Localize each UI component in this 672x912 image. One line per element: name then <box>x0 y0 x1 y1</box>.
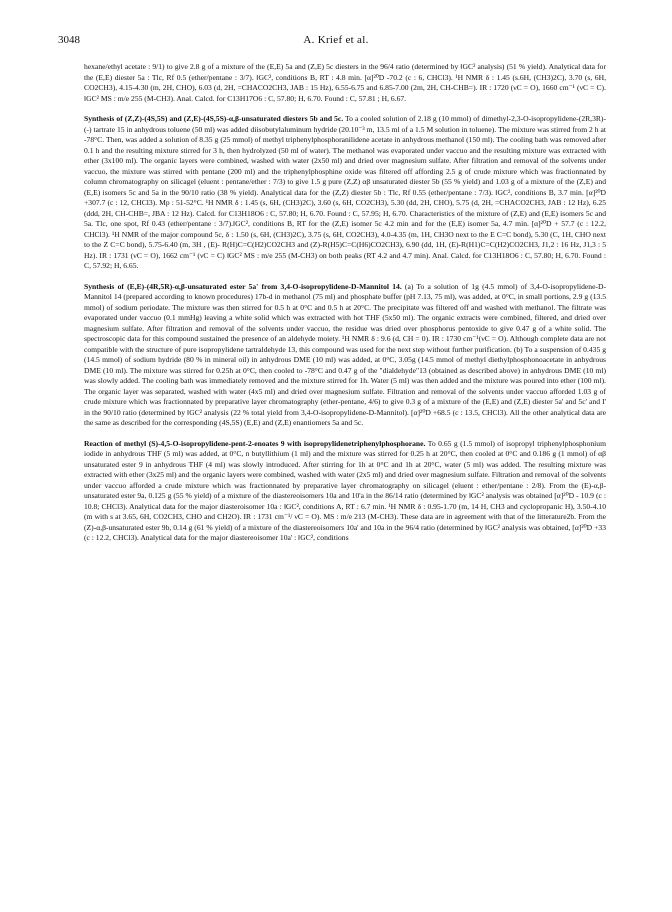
paragraph-heading: Synthesis of (E,E)-(4R,5R)-α,β-unsaturated ester 5a' from 3,4-O-isopropylidene-D-Mannitol 14. <box>84 281 402 291</box>
paragraph-heading: Reaction of methyl (S)-4,5-O-isopropylidene-pent-2-enoates 9 with isopropylidenetriphenylphosphorane. <box>84 438 426 448</box>
paragraph-reaction-methyl-ester <box>84 439 606 544</box>
paragraph-text: (a) To a solution of 1g (4.5 mmol) of 3,4-O-isopropylidene-D-Mannitol 14 (prepared according to known procedures) 17b-d in methanol (75 ml) and phosphate buffer (pH 7.13, 75 ml), was added, at 0°C, in small portions, 2.9 g (13.5 mmol) of sodium periodate. The mixture was then stirred for 0.5 h at 0°C and 0.5 h at 20°C. The precipitate was filtered off and washed with methanol. The filtrate was evaporated under vaccuo (0.1 mmHg) leaving a white solid which was extracted with hot THF (5x50 ml). The organic extracts were combined, filtered, and dried over magnesium sulfate. After filtration and removal of the solvents under vaccuo, the residue was dried over phosphorus pentoxide to give 0.47 g of a white solid. The spectroscopic data for this compound sustained the presence of an aldehyde moiety. ¹H NMR δ : 9.6 (d, CH = 0). IR : 1730 cm⁻¹(νC = O). Although complete data are not compatible with the structure of pure isopropylidene tartraldehyde 13, this compound was used for the next step without further purification. (b) To a suspension of 0.435 g (14.5 mmol) of sodium hydride (80 % in mineral oil) in anhydrous DME (10 ml) was added, at 0°C, 3.05g (14.5 mmol of methyl diethylphosphonoacetate in anhydrous DME (10 ml). The mixture was stirred for 0.25h at 0°C, then cooled to -78°C and 0.47 g of the "dialdehyde"13 (obtained as described above) in anhydrous DME (10 ml) was slowly added. The cooling bath was immediately removed and the mixture stirred for 1h. Water (5 ml) was then added and the mixture was poured into ether (100 ml). The organic layer was separated, washed with water (4x5 ml) and dried over magnesium sulfate. Filtration and removal of the solvents under vaccuo afforded 1.03 g of crude mixture which was fractionnated by preparative layer chromatography (ether-pentane, 4/6) to give 0.3 g of a mixture of the (E,E) and (Z,E) diester 5a' and 5c' and I' in the 90/10 ratio (determined by ǁGC² analysis (22 % total yield from 3,4-O-isopropylidene-D-Mannitol). [α]²⁰D +68.5 (c : 13.5, CHCl3). All the other analytical data are the same as described for the corresponding (4S,5S) (E,E) and (Z,E) enantiomers 5a and 5c. <box>84 281 607 427</box>
paragraph-text: To 0.65 g (1.5 mmol) of isopropyl triphenylphosphonium iodide in anhydrous THF (5 ml) was added, at 0°C, n butyllithium (1 ml) and the mixture was stirred for 0.25 h at 20°C, then cooled at 0°C and 0.186 g (1 mmol) of αβ unsaturated ester 9 in anhydrous THF (4 ml) was slowly introduced. After stirring for 1h at 0°C and 1h at 20°C, water (5 ml) was added. The resulting mixture was extracted with ether (3x25 ml) and the organic layers were combined, washed with water (2x5 ml) and dried over magnesium sulfate. Filtration and removal of the solvents under vaccuo afforded a crude mixture which was fractionnated by preparative layer chromatography on silicagel (eluent : ether/pentane : 2/8). From the (E)-α,β-unsaturated ester 9a, 0.125 g (55 % yield) of a mixture of the diastereoisomers 10a and 10'a in the 86/14 ratio (determined by ǁGC² analysis was obtained [α]²⁰D - 10.9 (c : 10.8; CHCl3). Analytical data for the major diasteroisomer 10a : ǁGC², conditions A, RT : 6.7 min. ¹H NMR δ : 0.95-1.70 (m, 14 H, CH3 and cyclopropanic H), 3.50-4.10 (m with s at 3.65, 6H, CO2CH3, CHO and CH2O). IR : 1731 cm⁻¹/ νC = O). MS : m/e 213 (M-CH3). These data are in agreement with that of the litterature2b. From the (Z)-α,β-unsaturated ester 9b, 0.14 g (61 % yield) of a mixture of the diastereoisomers 10a' and 10a in the 96/4 ratio (determined by ǁGC² analysis was obtained, [α]²⁰D +33 (c : 12.2, CHCl3). Analytical data for the major diastereoisomer 10a' : ǁGC², conditions <box>84 438 606 542</box>
paragraph-heading: Synthesis of (Z,Z)-(4S,5S) and (Z,E)-(4S,5S)-α,β-unsaturated diesters 5b and 5c. <box>84 114 344 123</box>
paragraph-diester-data <box>84 62 606 104</box>
running-header-authors: A. Krief et al. <box>303 34 369 46</box>
paragraph-text: hexane/ethyl acetate : 9/1) to give 2.8 g of a mixture of the (E,E) 5a and (Z,E) 5c diesters in the 96/4 ratio (determined by ǁGC² analysis) (51 % yield). Analytical data for the (E,E) diester 5a : Tlc, Rf 0.5 (ether/pentane : 3/7). ǁGC², conditions B, RT : 4.8 min. [α]²⁰D -70.2 (c : 6, CHCl3). ¹H NMR δ : 1.45 (s.6H, (CH3)2C), 3.70 (s, 6H, CO2CH3), 4.15-4.30 (m, 2H, CHO), 6.03 (d, 2H, =CHACO2CH3, JAB : 15 Hz), 6.55-6.75 and 6.85-7.00 (2m, 2H, CH-CHB=). IR : 1720 (νC = O), 1660 cm⁻¹ (νC = C). ǁGC² MS : m/e 255 (M-CH3). Anal. Calcd. for C13H17O6 : C, 57.80; H, 6.70. Found : C, 57.81 ; H, 6.67. <box>84 62 606 103</box>
paragraph-synthesis-5b-5c <box>84 114 606 272</box>
paragraph-synthesis-5a-prime <box>84 282 606 429</box>
article-body <box>84 62 606 544</box>
paragraph-text: To a cooled solution of 2.18 g (10 mmol) of dimethyl-2,3-O-isopropylidene-(2R,3R)-(-) tartrate 15 in anhydrous toluene (50 ml) was added diisobutylaluminum hydride (20.10⁻³ m, 13.5 ml of a 1.5 M solution in toluene). The mixture was stirred from 2 h at -78°C. Then, was added a solution of 8.35 g (25 mmol) of methyl triphenylphosphoranilidene acetate in anhydrous methanol (150 ml). The cooling bath was removed after 0.1 h and the resulting mixture stirred for 3 h, then hydrolyzed (50 ml of water). The methanol was evaporated under vaccuo and the resulting mixture was extracted with ether (3x100 ml). The organic layers were combined, washed with water (2x50 ml) and dried over magnesium sulfate. After filtration and removal of the solvents under vaccuo, the mixture was stirred with pentane (200 ml) and the triphenylphosphine oxide was filtered off affording 2.5 g of crude mixture which was fractionnated by column chromatography on silicagel (eluent : pentane/ether : 7/3) to give 1.5 g pure (Z,Z) αβ unsaturated diester 5b (55 % yield) and 1.03 g of a mixture of the (Z,E) and (E,E) isomers 5c and 5a in the 90/10 ratio (38 % yield). Analytical data for the (Z,Z) diester 5b : Tlc, Rf 0.55 (ether/pentane : 7/3). ǁGC², conditions B, 3.7 min. [α]²⁰D +307.7 (c : 12, CHCl3). Mp : 51-52°C. ¹H NMR δ : 1.45 (s, 6H, (CH3)2C), 3.60 (s, 6H, CO2CH3), 5.30 (dd, 2H, CHO), 5.75 (d, 2H, =CHACO2CH3, JAB : 12 Hz), 6.25 (ddd, 2H, CH-CHB=, JBA : 12 Hz). Calcd. for C13H18O6 : C, 57.80; H, 6.70. Found : C, 57.95; H, 6.70. Characteristics of the mixture of (Z,E) and (E,E) isomers 5c and 5a. Tlc, one spot, Rf 0.43 (ether/pentane : 3/7).ǁGC², conditions B, RT for the (Z,E) isomer 5c 4.2 min and for the (E,E) isomer 5a, 4.7 min. [α]²⁰D + 57.7 (c : 12.2, CHCl3). ¹H NMR of the major compound 5c, δ : 1.50 (s, 6H, (CH3)2C), 3.75 (s, 6H, CO2CH3), 4.0-4.35 (m, 1H, CH3O next to the E C=C bond), 5.30 (C, 1H, CHO next to the Z C=C bond), 5.75-6.40 (m, 3H , (E)- R(H)C=C(H2)CO2CH3 and (Z)-R(H5)C=C(H6)CO2CH3), 6.90 (dd, 1H, (E)-R(H1)C=C(H2)CO2CH3, J1,2 : 16 Hz, J1,3 : 5 Hz). IR : 1731 (νC = O), 1662 cm⁻¹ (νC = C) ǁGC² MS : m/e 255 (M-CH3) on both peaks (RT 4.2 and 4.7 min). Anal. Calcd. for C13H18O6 : C, 57.80; H, 6.70. Found : C, 57.92; H, 6.65. <box>84 114 606 270</box>
page-number: 3048 <box>58 34 80 46</box>
